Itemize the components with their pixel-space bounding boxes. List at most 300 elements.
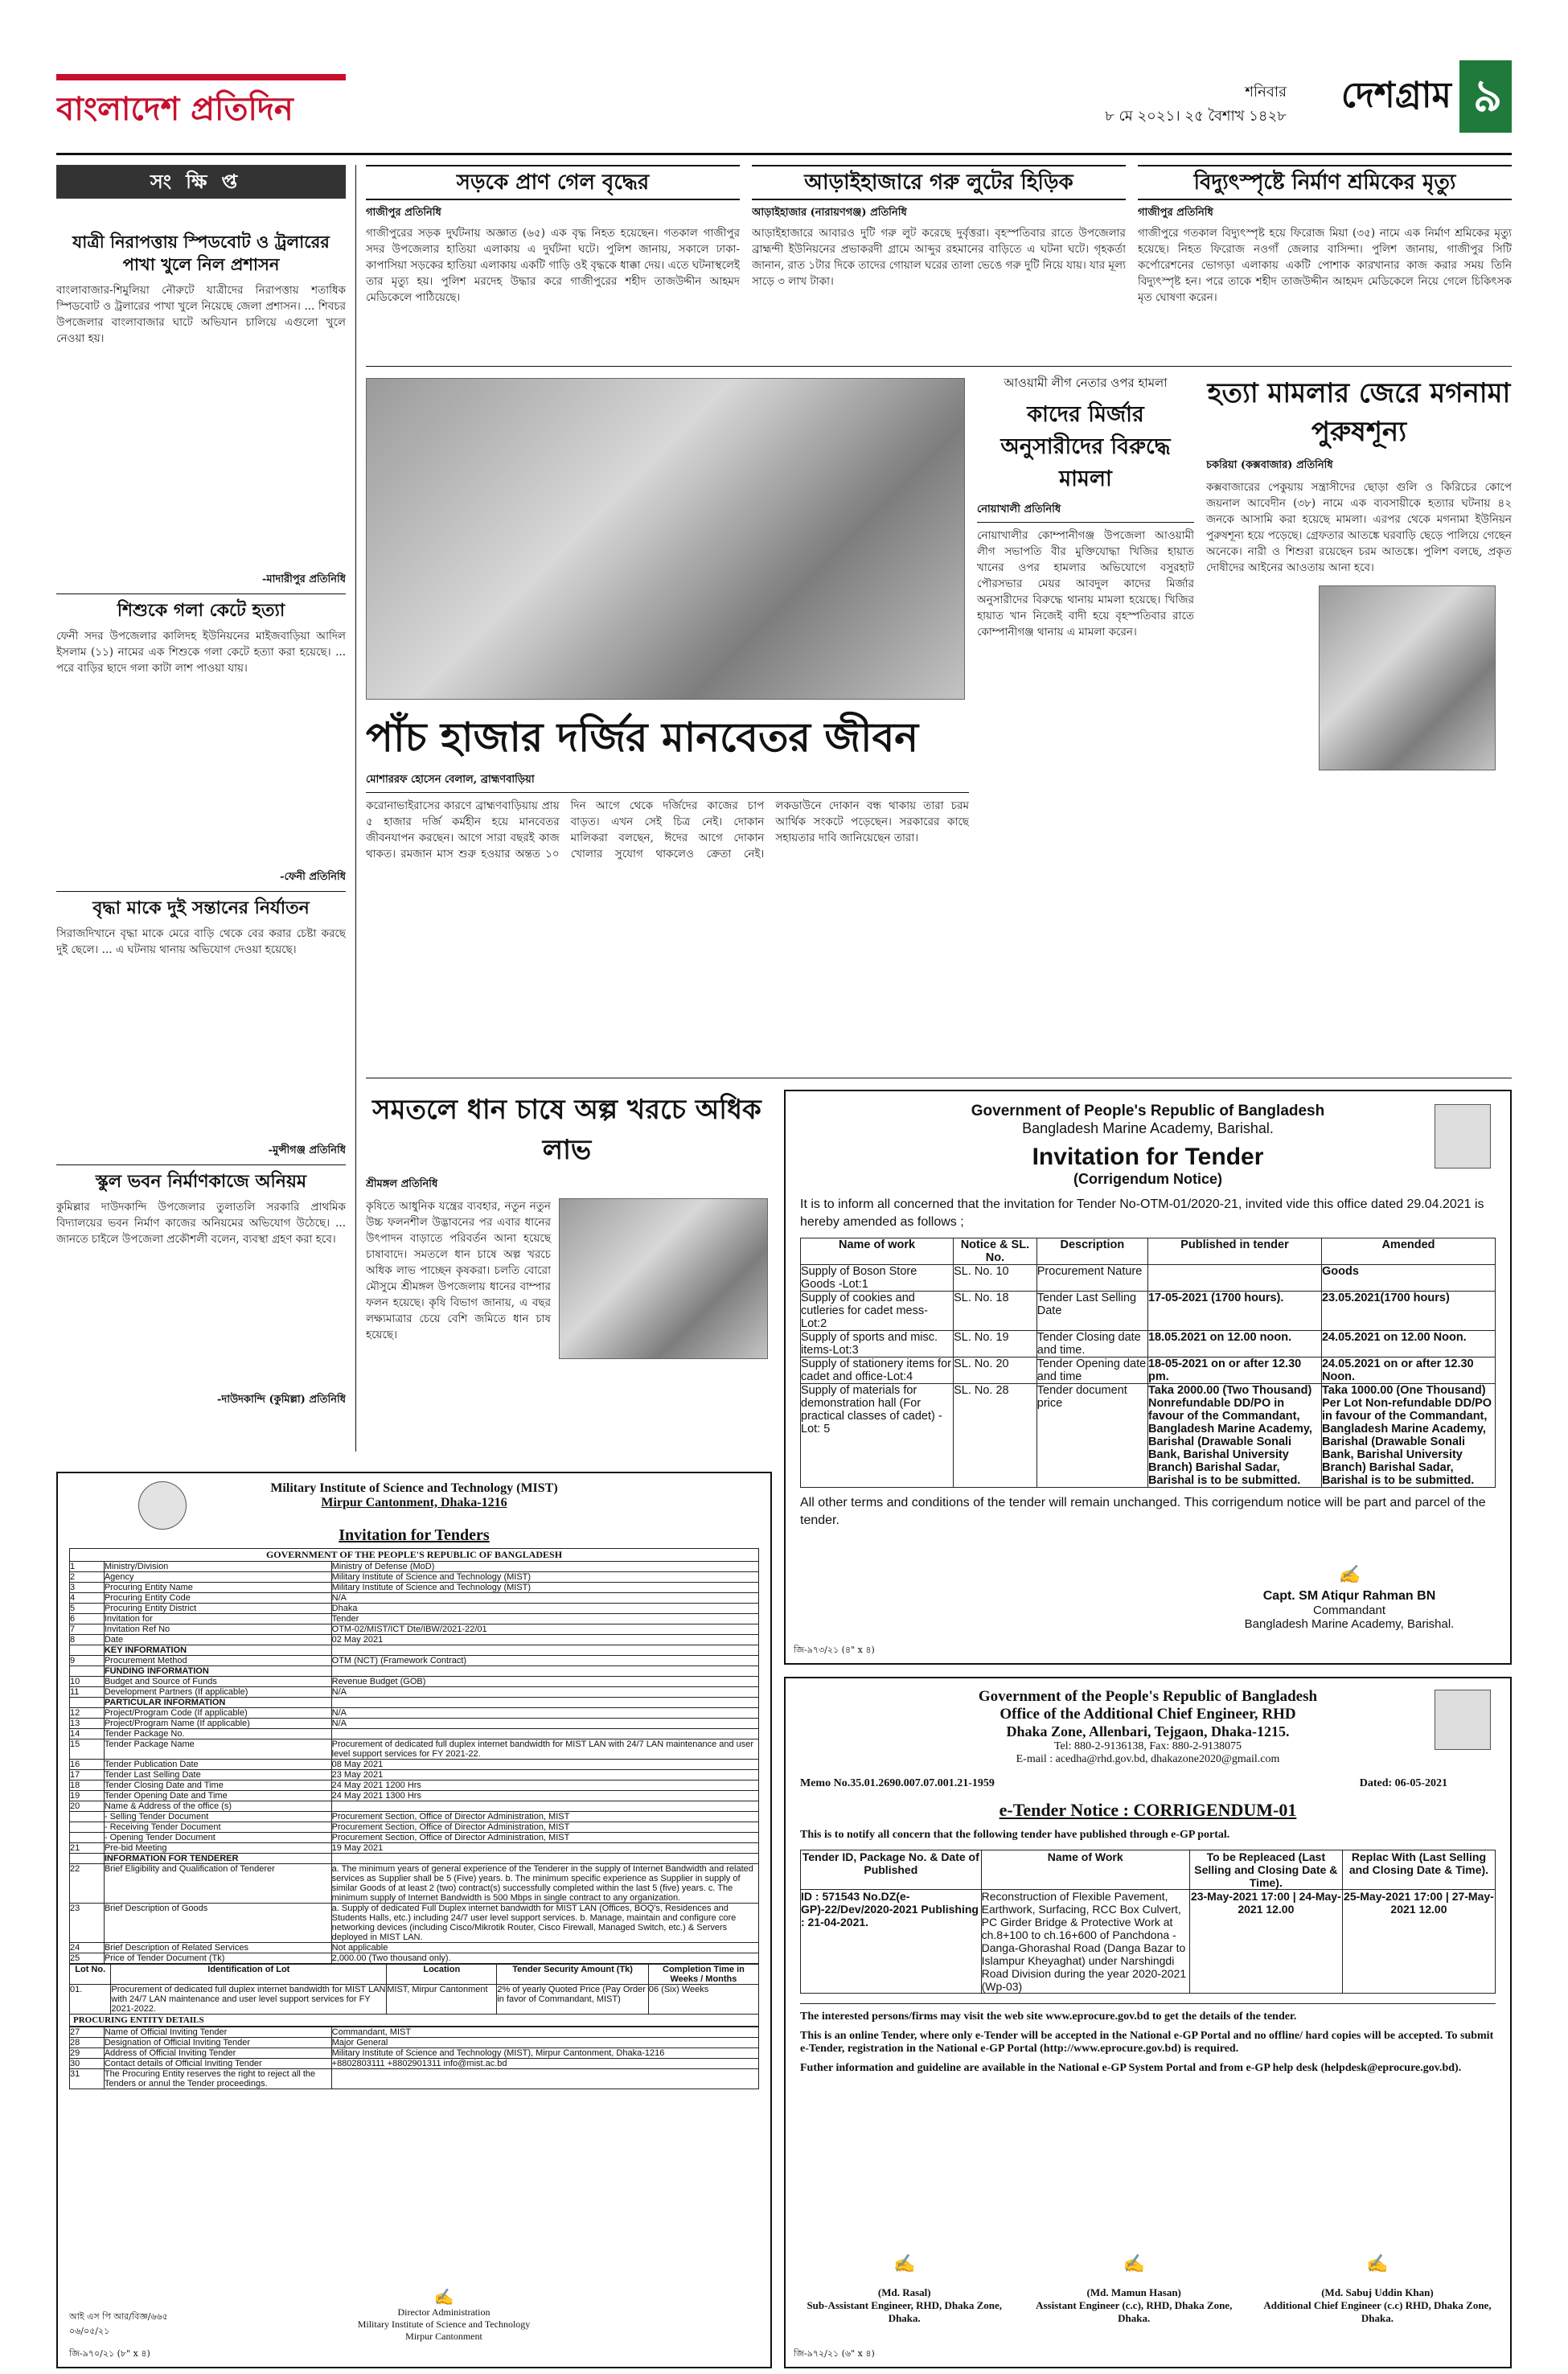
brief-4-title: স্কুল ভবন নির্মাণকাজে অনিয়ম [95,1172,307,1192]
brief-3-byline: -মুন্সীগঞ্জ প্রতিনিধি [268,1144,346,1156]
table-cell [331,1854,758,1864]
lot-cell: MIST, Mirpur Cantonment [387,1985,497,2015]
marine-line2: Bangladesh Marine Academy, Barishal. [1022,1120,1274,1136]
table-cell: 6 [70,1614,105,1624]
top-story-1-byline: গাজীপুর প্রতিনিধি [366,207,441,219]
rhd-signers [800,2254,1496,2343]
table-cell: Procurement Nature [1036,1265,1147,1292]
column-divider [355,165,356,1452]
table-cell: Tender Last Selling Date [104,1770,331,1780]
rhd-intro: This is to notify all concern that the following tender have published through e-GP portal. [800,1829,1230,1841]
rhd-l2: Office of the Additional Chief Engineer, RHD [999,1706,1296,1723]
table-cell: Not applicable [331,1943,758,1953]
mist-foot-date: ০৬/০৫/২১ [69,2326,110,2336]
murder-byline: চকরিয়া (কক্সবাজার) প্রতিনিধি [1206,459,1333,471]
table-row [70,1801,759,1812]
mist-code: জি-৯৭০/২১ (৮" x ৪) [69,2348,150,2359]
table-cell: Brief Description of Goods [104,1904,331,1943]
rhd-l5: E-mail : acedha@rhd.gov.bd, dhakazone2020@gmail.com [1016,1753,1280,1765]
top-story-1-body: গাজীপুরের সড়ক দুর্ঘটনায় অজ্ঞাত (৬৫) এক বৃদ্ধ নিহত হয়েছেন। গতকাল গাজীপুর সদর উপজেলার হাতিয়া এলাকায় এ দুর্ঘটনা ঘটে। পুলিশ জানায়, সকালে ঢাকা-কাপাসিয়া সড়কের হাতিয়া এলাকায় একটি গাড়ি ওই বৃদ্ধকে ধাক্কা দেয়। এতে ঘটনাস্থলেই তার মৃত্যু হয়। পুলিশ মরদেহ উদ্ধার করে গাজীপুরের শহীদ তাজউদ্দীন আহমদ মেডিকেলে পাঠিয়েছে। [366,227,740,304]
table-cell: Goods [1321,1265,1495,1292]
table-cell: 23 May 2021 [331,1770,758,1780]
logo-text: বাংলাদেশ প্রতিদিন [56,91,293,128]
table-cell: 02 May 2021 [331,1635,758,1645]
lead-body: করোনাভাইরাসের কারণে ব্রাহ্মণবাড়িয়ায় প্রায় ৫ হাজার দর্জি কর্মহীন হয়ে মানবেতর জীবনযাপন করছেন। আগে সারা বছরই কাজ থাকত। রমজান মাস শুরু হওয়ার অন্তত ১০ দিন আগে থেকে দর্জিদের কাজের চাপ বাড়ত। এখন সেই চিত্র নেই। দোকান মালিকরা বলছেন, ঈদের আগে দোকান খোলার সুযোগ থাকলেও ক্রেতা নেই। লকডাউনে দোকান বন্ধ থাকায় তারা চরম আর্থিক সংকটে পড়েছেন। সরকারের কাছে সহায়তার দাবি জানিয়েছেন তারা। [366,799,969,860]
brief-4-body: কুমিল্লার দাউদকান্দি উপজেলার তুলাতলি সরকারি প্রাথমিক বিদ্যালয়ের ভবন নির্মাণ কাজের অনিয়মের অভিযোগ উঠেছে। ... জানতে চাইলে উপজেলা প্রকৌশলী বলেন, ব্যবস্থা গ্রহণ করা হবে। [56,1201,346,1246]
mist-procuring-title: PROCURING ENTITY DETAILS [69,2015,759,2027]
table-row [70,1760,759,1770]
table-cell: SL. No. 20 [954,1357,1037,1384]
table-row [70,2038,759,2048]
table-cell: Budget and Source of Funds [104,1677,331,1687]
brief-1-byline: -মাদারীপুর প্রতিনিধি [261,573,346,585]
lot-cell: 06 (Six) Weeks [648,1985,758,2015]
table-row [801,1265,1496,1292]
table-cell: 23.05.2021(1700 hours) [1321,1292,1495,1331]
rhd-cell: 23-May-2021 17:00 | 24-May-2021 12.00 [1189,1890,1342,1994]
rhd-note-3: Futher information and guideline are available in the National e-GP System Portal and from e-GP help desk (helpdesk@eprocure.gov.bd). [800,2062,1462,2074]
table-cell: 24 May 2021 1300 Hrs [331,1791,758,1801]
table-row [70,1791,759,1801]
table-row [70,1833,759,1843]
brief-4-byline: -দাউদকান্দি (কুমিল্লা) প্রতিনিধি [216,1394,346,1406]
marine-logo [1435,1104,1491,1169]
rhd-logo [1435,1690,1491,1750]
table-cell: OTM-02/MIST/ICT Dte/IBW/2021-22/01 [331,1624,758,1635]
paddy-body: কৃষিতে আধুনিক যন্ত্রের ব্যবহার, নতুন নতুন উচ্চ ফলনশীল উদ্ভাবনের পর এবার ধানের উৎপাদন বাড়াতে পরিবর্তন আনা হয়েছে চাষাবাদে। সমতলে ধান চাষে অল্প খরচে অধিক লাভ পাচ্ছেন কৃষকরা। চলতি বোরো মৌসুমে শ্রীমঙ্গল উপজেলায় ধানের বাম্পার ফলন হয়েছে। কৃষি বিভাগ জানায়, এ বছর লক্ষ্যমাত্রার চেয়ে বেশি জমিতে ধান চাষ হয়েছে। [366,1200,551,1341]
marine-line1: Government of People's Republic of Bangladesh [971,1103,1325,1119]
top-story-2-body: আড়াইহাজারে আবারও দুটি গরু লুট করেছে দুর্বৃত্তরা। বৃহস্পতিবার রাতে উপজেলার ব্রাহ্মন্দী ইউনিয়নের প্রভাকরদী গ্রামে আব্দুর রহমানের বাড়িতে এ ঘটনা ঘটে। গৃহকর্তা জানান, রাত ১টার দিকে তাদের গোয়াল ঘরের তালা ভেঙে গরু দুটি নিয়ে যায়। যার মূল্য সাড়ে ৩ লাখ টাকা। [752,227,1126,288]
table-row [70,1719,759,1729]
table-cell: Ministry/Division [104,1562,331,1572]
rhd-note-2: This is an online Tender, where only e-Tender will be accepted in the National e-GP Portal and no offline/ hard copies will be accepted. To submit e-Tender, registration in the National e-GP Portal (http://www.eprocure.gov.bd) is required. [800,2030,1494,2055]
signature-mark: ✍ [433,2287,454,2306]
marine-signer-title: Commandant [1312,1604,1386,1617]
table-cell: 24 [70,1943,105,1953]
table-row [801,1292,1496,1331]
table-cell: PARTICULAR INFORMATION [104,1698,331,1708]
table-row [70,1770,759,1780]
table-cell: Tender Closing date and time. [1036,1331,1147,1357]
table-cell: 12 [70,1708,105,1719]
table-cell: Name & Address of the office (s) [104,1801,331,1812]
top-story-1-title: সড়কে প্রাণ গেল বৃদ্ধের [366,165,740,200]
rhd-signer-1-name: (Md. Rasal) [877,2286,931,2298]
lead-headline: পাঁচ হাজার দর্জির মানবেতর জীবন [366,714,919,761]
marine-sub: (Corrigendum Notice) [1073,1171,1222,1187]
table-cell: 28 [70,2038,105,2048]
table-cell: 2 [70,1572,105,1583]
table-cell: 30 [70,2059,105,2069]
rhd-note-1: The interested persons/firms may visit the web site www.eprocure.gov.bd to get the details of the tender. [800,2003,1496,2023]
table-cell: Major General [331,2038,758,2048]
table-cell: Designation of Official Inviting Tender [104,2038,331,2048]
logo [56,74,346,130]
table-cell: Project/Program Code (If applicable) [104,1708,331,1719]
table-row [70,1822,759,1833]
table-cell: 10 [70,1677,105,1687]
table-cell: 24.05.2021 on 12.00 Noon. [1321,1331,1495,1357]
murder-photo [1319,585,1496,770]
table-cell: Invitation for [104,1614,331,1624]
issue-day: শনিবার [1245,84,1287,101]
brief-2-byline: -ফেনী প্রতিনিধি [280,871,346,883]
table-cell: Date [104,1635,331,1645]
marine-code: জি-৯৭৩/২১ (৪" x ৪) [794,1645,875,1655]
table-row [70,1780,759,1791]
table-cell: Address of Official Inviting Tender [104,2048,331,2059]
table-cell: Military Institute of Science and Technology (MIST) [331,1572,758,1583]
table-cell: SL. No. 19 [954,1331,1037,1357]
mist-signer-3: Mirpur Cantonment [405,2331,482,2342]
table-cell: 19 [70,1791,105,1801]
table-cell: Procuring Entity Code [104,1593,331,1604]
brief-2-title: শিশুকে গলা কেটে হত্যা [117,601,285,621]
table-cell: 1 [70,1562,105,1572]
table-cell: 23 [70,1904,105,1943]
table-cell: 21 [70,1843,105,1854]
table-cell: 25 [70,1953,105,1964]
table-cell: 9 [70,1656,105,1666]
marine-signer-name: Capt. SM Atiqur Rahman BN [1262,1589,1436,1603]
lot-cell: Procurement of dedicated full duplex internet bandwidth for MIST LAN with 24/7 LAN maintenance and user level support services for FY 2021-2022. [111,1985,386,2014]
brief-3-title: বৃদ্ধা মাকে দুই সন্তানের নির্যাতন [92,898,310,918]
table-row [801,1384,1496,1488]
brief-4 [56,1170,346,1409]
table-cell: 3 [70,1583,105,1593]
table-cell: FUNDING INFORMATION [104,1666,331,1677]
table-cell: Procurement of dedicated full duplex internet bandwidth for MIST LAN with 24/7 LAN maintenance and user level support services for FY 2021-22. [331,1739,758,1760]
rhd-l3: Dhaka Zone, Allenbari, Tejgaon, Dhaka-1215. [1006,1723,1290,1739]
table-cell: Tender [331,1614,758,1624]
table-cell: 7 [70,1624,105,1635]
rhd-cell: ID : 571543 No.DZ(e-GP)-22/Dev/2020-2021 Publishing : 21-04-2021. [801,1890,982,1994]
mist-procuring-table [69,2027,759,2089]
rhd-signer-1 [800,2254,1009,2343]
rhd-l1: Government of the People's Republic of Bangladesh [978,1688,1318,1705]
lot-th: Location [387,1965,497,1985]
table-row [70,1729,759,1739]
table-cell: Supply of stationery items for cadet and office-Lot:4 [801,1357,954,1384]
marine-th: Published in tender [1147,1238,1321,1265]
table-row [70,1854,759,1864]
table-cell: 18 [70,1780,105,1791]
page-number: ৯ [1459,60,1512,133]
table-cell: Ministry of Defense (MoD) [331,1562,758,1572]
table-cell: N/A [331,1719,758,1729]
table-cell: Dhaka [331,1604,758,1614]
kader-kicker: আওয়ামী লীগ নেতার ওপর হামলা [1004,376,1168,390]
table-row [801,1331,1496,1357]
table-cell: Brief Description of Related Services [104,1943,331,1953]
kader-byline: নোয়াখালী প্রতিনিধি [977,502,1194,523]
top-story-2-title: আড়াইহাজারে গরু লুটের হিড়িক [752,165,1126,200]
table-cell [70,1645,105,1656]
mist-heading: Invitation for Tenders [339,1526,490,1544]
signature-mark: ✍ [1366,2254,1389,2274]
marine-th: Name of work [801,1238,954,1265]
table-row [70,1687,759,1698]
table-cell: Military Institute of Science and Technology (MIST), Mirpur Cantonment, Dhaka-1216 [331,2048,758,2059]
table-cell: Invitation Ref No [104,1624,331,1635]
marine-tender-ad [784,1090,1512,1665]
mist-title: Military Institute of Science and Technology (MIST) [270,1481,558,1495]
table-cell: 17-05-2021 (1700 hours). [1147,1292,1321,1331]
kader-story [977,374,1194,1074]
table-cell: Tender Opening Date and Time [104,1791,331,1801]
table-cell: 08 May 2021 [331,1760,758,1770]
table-cell: Supply of Boson Store Goods -Lot:1 [801,1265,954,1292]
table-cell: 24.05.2021 on or after 12.30 Noon. [1321,1357,1495,1384]
table-cell: N/A [331,1708,758,1719]
rhd-th: Tender ID, Package No. & Date of Published [801,1850,982,1890]
table-cell: Military Institute of Science and Technology (MIST) [331,1583,758,1593]
table-row [70,1572,759,1583]
table-cell: KEY INFORMATION [104,1645,331,1656]
table-cell: The Procuring Entity reserves the right to reject all the Tenders or annul the Tender proceedings. [104,2069,331,2089]
table-cell: Agency [104,1572,331,1583]
table-cell: 17 [70,1770,105,1780]
table-row [70,1562,759,1572]
table-cell: Commandant, MIST [331,2027,758,2038]
table-cell: - Opening Tender Document [104,1833,331,1843]
paddy-photo [559,1198,768,1359]
lot-th: Completion Time in Weeks / Months [648,1965,758,1985]
table-cell [331,1645,758,1656]
masthead [56,56,1512,145]
table-row [70,1593,759,1604]
table-cell: N/A [331,1687,758,1698]
table-cell: Project/Program Name (If applicable) [104,1719,331,1729]
table-cell: 20 [70,1801,105,1812]
table-cell: INFORMATION FOR TENDERER [104,1854,331,1864]
signature-mark: ✍ [893,2254,916,2274]
table-cell: a. Supply of dedicated Full Duplex internet bandwidth for MIST LAN (Offices, BOQ's, Residences and Students Halls, etc.) including 24/7 user level support services. b. Manage, maintain and configure core networking devices (including Cisco/Mikrotik Router, Cisco Firewall, Managed Switch, etc.) & Servers deployed in MIST LAN. [331,1904,758,1943]
table-cell: Tender Opening date and time [1036,1357,1147,1384]
kader-headline: কাদের মির্জার অনুসারীদের বিরুদ্ধে মামলা [1000,402,1171,491]
table-cell: 2,000.00 (Two thousand only). [331,1953,758,1964]
mist-signer-1: Director Administration [397,2306,491,2318]
table-cell: 27 [70,2027,105,2038]
top-story-2 [752,165,1126,362]
table-row [70,2059,759,2069]
marine-th: Amended [1321,1238,1495,1265]
table-cell: Brief Eligibility and Qualification of Tenderer [104,1864,331,1904]
table-cell: Procurement Section, Office of Director Administration, MIST [331,1812,758,1822]
rhd-code: জি-৯৭২/২১ (৬" x ৪) [794,2348,875,2359]
table-cell: Taka 2000.00 (Two Thousand) Nonrefundable DD/PO in favour of the Commandant, Bangladesh Marine Academy, Barishal (Drawable Sonali Bank, Barishal University Branch) Barishal Sadar, Barishal is to be submitted. [1147,1384,1321,1488]
murder-headline: হত্যা মামলার জেরে মগনামা পুরুষশূন্য [1207,377,1511,448]
marine-heading: Invitation for Tender [1032,1144,1264,1170]
murder-body: কক্সবাজারের পেকুয়ায় সন্ত্রাসীদের ছোড়া গুলি ও কিরিচের কোপে জয়নাল আবেদীন (৩৮) নামে এক ব্যবসায়ীকে হত্যার ঘটনায় ৪২ জনকে আসামি করা হয়েছে মামলা। এরপর থেকে মগনামা ইউনিয়ন পুরুষশূন্য হয়ে পড়েছে। গ্রেফতার আতঙ্কে ঘরবাড়ি ছেড়ে পালিয়ে গেছেন অনেকে। নারী ও শিশুরা রয়েছেন চরম আতঙ্কে। পুলিশ বলছে, প্রকৃত দোষীদের আইনের আওতায় আনা হবে। [1206,481,1512,574]
table-row [70,1904,759,1943]
paddy-story [366,1090,768,1452]
table-cell: Procuring Entity Name [104,1583,331,1593]
rhd-signer-2 [1029,2254,1238,2343]
table-cell: Procurement Method [104,1656,331,1666]
table-cell [70,1854,105,1864]
lot-cell: 2% of yearly Quoted Price (Pay Order in favor of Commandant, MIST) [497,1985,649,2015]
table-cell: Procurement Section, Office of Director Administration, MIST [331,1833,758,1843]
marine-outro: All other terms and conditions of the tender will remain unchanged. This corrigendum notice will be part and parcel of the tender. [800,1496,1486,1527]
brief-column [56,165,346,1476]
lot-th: Lot No. [70,1965,111,1985]
lead-byline: মোশাররফ হোসেন বেলাল, ব্রাহ্মণবাড়িয়া [366,772,969,793]
lead-photo [366,378,965,700]
table-cell: Supply of materials for demonstration hall (For practical classes of cadet) -Lot: 5 [801,1384,954,1488]
top-story-1 [366,165,740,362]
table-row [70,2027,759,2038]
mist-subtitle: Mirpur Cantonment, Dhaka-1216 [321,1496,507,1509]
rhd-dated: Dated: 06-05-2021 [1359,1777,1447,1789]
table-row [70,1843,759,1854]
rhd-l4: Tel: 880-2-9136138, Fax: 880-2-9138075 [1053,1740,1242,1752]
table-cell: 8 [70,1635,105,1645]
table-cell [70,1698,105,1708]
brief-label: সংক্ষিপ্ত [56,165,346,199]
table-row [70,1624,759,1635]
table-cell: SL. No. 28 [954,1384,1037,1488]
table-row [70,1812,759,1822]
rhd-th: Name of Work [981,1850,1189,1890]
table-cell [70,1812,105,1822]
brief-3-body: সিরাজদিখানে বৃদ্ধা মাকে মেরে বাড়ি থেকে বের করার চেষ্টা করছে দুই ছেলে। ... এ ঘটনায় থানায় অভিযোগ দেওয়া হয়েছে। [56,927,346,956]
table-cell: 18-05-2021 on or after 12.30 pm. [1147,1357,1321,1384]
table-cell: 19 May 2021 [331,1843,758,1854]
table-cell [70,1666,105,1677]
table-row [70,1583,759,1593]
rhd-memo: Memo No.35.01.2690.007.07.001.21-1959 [800,1777,995,1789]
table-cell: 18.05.2021 on 12.00 noon. [1147,1331,1321,1357]
lot-th: Identification of Lot [111,1965,387,1985]
rhd-signer-2-name: (Md. Mamun Hasan) [1086,2286,1181,2298]
rhd-heading: e-Tender Notice : CORRIGENDUM-01 [999,1800,1297,1820]
mist-signature [323,2287,564,2343]
rhd-signer-1-title: Sub-Assistant Engineer, RHD, Dhaka Zone, Dhaka. [807,2299,1003,2324]
rhd-signer-3-name: (Md. Sabuj Uddin Khan) [1321,2286,1434,2298]
table-cell: Contact details of Official Inviting Tender [104,2059,331,2069]
rhd-signer-3-title: Additional Chief Engineer (c.c) RHD, Dhaka Zone, Dhaka. [1263,2299,1492,2324]
table-row [70,1677,759,1687]
rhd-th: Replac With (Last Selling and Closing Date & Time). [1342,1850,1495,1890]
lot-cell: 01. [70,1985,111,2015]
issue-date: ৮ মে ২০২১। ২৫ বৈশাখ ১৪২৮ [1105,108,1287,125]
brief-1 [56,231,346,589]
marine-th: Notice & SL. No. [954,1238,1037,1265]
rhd-signer-3 [1259,2254,1496,2343]
table-row [70,2069,759,2089]
table-row [70,1635,759,1645]
table-cell: Tender Closing Date and Time [104,1780,331,1791]
table-cell [70,1822,105,1833]
rhd-tender-ad [784,1677,1512,2368]
table-cell: - Receiving Tender Document [104,1822,331,1833]
table-cell: Procurement Section, Office of Director Administration, MIST [331,1822,758,1833]
marine-intro: It is to inform all concerned that the invitation for Tender No-OTM-01/2020-21, invited vide this office dated 29.04.2021 is hereby amended as follows ; [800,1197,1484,1229]
table-cell: Tender Last Selling Date [1036,1292,1147,1331]
mist-logo [138,1481,187,1530]
table-cell: Supply of sports and misc. items-Lot:3 [801,1331,954,1357]
murder-story [1206,374,1512,1074]
mist-lot-table [69,1964,759,2015]
marine-table [800,1238,1496,1488]
table-cell [331,1729,758,1739]
table-cell: 15 [70,1739,105,1760]
table-cell: Tender document price [1036,1384,1147,1488]
paddy-byline: শ্রীমঙ্গল প্রতিনিধি [366,1178,438,1190]
table-cell: 4 [70,1593,105,1604]
table-cell: OTM (NCT) (Framework Contract) [331,1656,758,1666]
table-cell: Development Partners (If applicable) [104,1687,331,1698]
table-cell: 16 [70,1760,105,1770]
section-title: দেশগ্রাম [1340,75,1451,116]
table-cell [331,1801,758,1812]
mist-tender-ad [56,1472,772,2368]
table-cell: SL. No. 10 [954,1265,1037,1292]
brief-2-body: ফেনী সদর উপজেলার কালিদহ ইউনিয়নের মাইজবাড়িয়া আদিল ইসলাম (১১) নামের এক শিশুকে গলা কেটে হত্যা করা হয়েছে। ... পরে বাড়ির ছাদে গলা কাটা লাশ পাওয়া যায়। [56,630,346,675]
paddy-headline: সমতলে ধান চাষে অল্প খরচে অধিক লাভ [372,1094,761,1166]
table-cell: +8802803111 +8802901311 info@mist.ac.bd [331,2059,758,2069]
table-row [70,1666,759,1677]
table-row [70,1864,759,1904]
rhd-signer-2-title: Assistant Engineer (c.c), RHD, Dhaka Zone, Dhaka. [1036,2299,1233,2324]
kader-body: নোয়াখালীর কোম্পানীগঞ্জ উপজেলা আওয়ামী লীগ সভাপতি বীর মুক্তিযোদ্ধা খিজির হায়াত খানের ওপর হামলার অভিযোগে বসুরহাট পৌরসভার মেয়র আবদুল কাদের মির্জার অনুসারীদের বিরুদ্ধে থানায় মামলা হয়েছে। খিজির হায়াত খান নিজেই বাদী হয়ে বৃহস্পতিবার রাতে কোম্পানীগঞ্জ থানায় এ মামলা করেন। [977,529,1194,639]
marine-th: Description [1036,1238,1147,1265]
table-cell: 29 [70,2048,105,2059]
lead-story [366,708,969,1070]
table-cell [331,1666,758,1677]
marine-signer-org: Bangladesh Marine Academy, Barishal. [1244,1617,1455,1631]
table-row [70,1614,759,1624]
brief-1-title: যাত্রী নিরাপত্তায় স্পিডবোট ও ট্রলারের পাখা খুলে নিল প্রশাসন [72,232,330,274]
table-cell: 11 [70,1687,105,1698]
marine-signature [1221,1565,1478,1631]
table-row [70,1656,759,1666]
table-row [70,1645,759,1656]
table-cell: 13 [70,1719,105,1729]
top-story-2-byline: আড়াইহাজার (নারায়ণগঞ্জ) প্রতিনিধি [752,207,907,219]
mist-signer-2: Military Institute of Science and Technology [357,2319,531,2330]
table-cell: 22 [70,1864,105,1904]
table-cell: Supply of cookies and cutleries for cadet mess-Lot:2 [801,1292,954,1331]
signature-mark: ✍ [1338,1565,1361,1585]
table-cell: Tender Publication Date [104,1760,331,1770]
rhd-cell: Reconstruction of Flexible Pavement, Earthwork, Surfacing, RCC Box Culvert, PC Girder Bridge & Protective Work at ch.8+100 to ch.16+600 of Panchdona - Danga-Ghorashal Road (Danga Bazar to Islampur Kheyaghat) under Narshingdi Road Division during the year 2020-2021 (Wp-03) [981,1890,1189,1994]
table-cell [70,1833,105,1843]
masthead-rule [56,153,1512,155]
mist-foot-ref: আই এস পি আর/বিজ্ঞ/৬৬৫ [69,2311,168,2322]
table-cell [1147,1265,1321,1292]
table-cell: Price of Tender Document (Tk) [104,1953,331,1964]
table-row [70,1943,759,1953]
rhd-th: To be Repleaced (Last Selling and Closing Date & Time). [1189,1850,1342,1890]
table-row [70,2048,759,2059]
table-row [70,1739,759,1760]
table-cell: Name of Official Inviting Tender [104,2027,331,2038]
table-cell: 5 [70,1604,105,1614]
table-cell: Procuring Entity District [104,1604,331,1614]
mist-table [69,1561,759,1964]
table-row [70,1953,759,1964]
table-cell: a. The minimum years of general experience of the Tenderer in the supply of Internet Bandwidth and related services as Supplier shall be 5 (Five) years. b. The minimum specific experience as Supplier in supply of similar Goods of at least 2 (two) contract(s) successfully completed within the last 5 (five) years. c. The minimum supply of Internet Bandwidth is 500 Mbps in single contract to any organization. [331,1864,758,1904]
table-cell: - Selling Tender Document [104,1812,331,1822]
brief-3 [56,897,346,1160]
mist-gov: GOVERNMENT OF THE PEOPLE'S REPUBLIC OF BANGLADESH [69,1548,759,1561]
brief-2 [56,599,346,886]
table-cell: 24 May 2021 1200 Hrs [331,1780,758,1791]
table-cell: N/A [331,1593,758,1604]
lot-th: Tender Security Amount (Tk) [497,1965,649,1985]
